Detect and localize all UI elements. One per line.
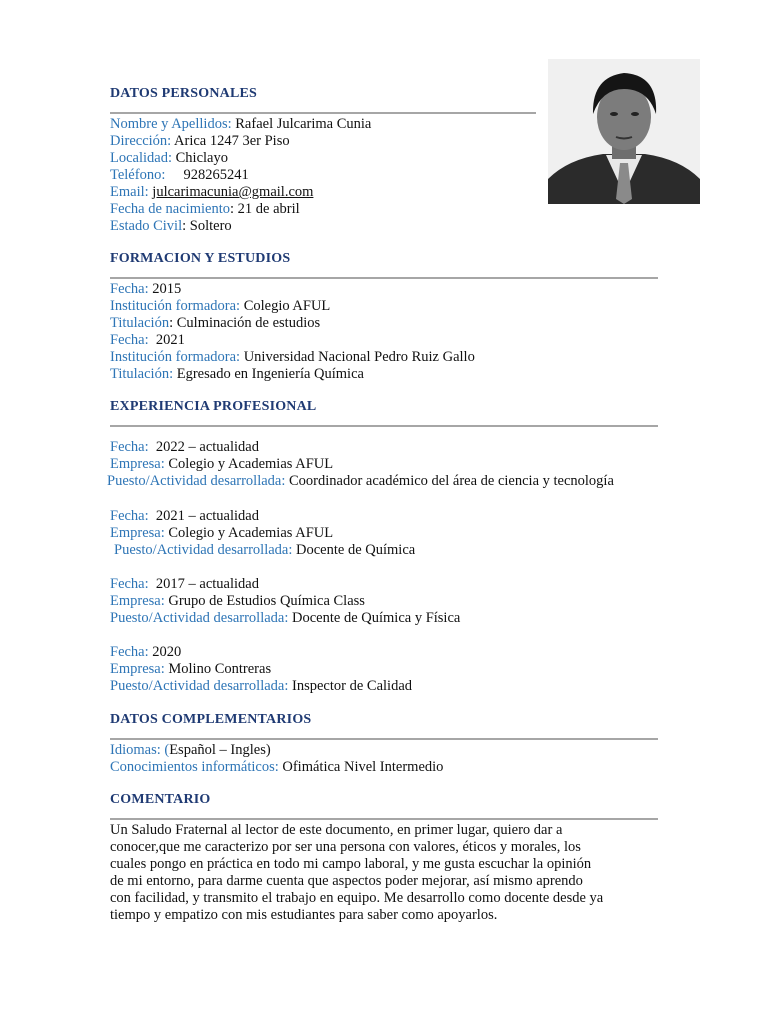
section-heading-education: FORMACION Y ESTUDIOS	[110, 251, 291, 266]
field-value: Colegio y Academias AFUL	[164, 456, 334, 472]
experience-date	[110, 508, 259, 525]
field-label: Institución formadora:	[110, 298, 241, 314]
field-label: Fecha:	[110, 644, 149, 660]
field-value: Docente de Química	[292, 542, 416, 558]
field-label: Teléfono:	[110, 167, 166, 183]
education-institution	[110, 298, 330, 315]
section-heading-personal: DATOS PERSONALES	[110, 86, 258, 101]
comment-paragraph	[110, 822, 650, 924]
education-degree	[110, 315, 320, 332]
email-link[interactable]: julcarimacunia@gmail.com	[152, 184, 314, 200]
field-value: Docente de Química y Física	[288, 610, 461, 626]
section-divider	[110, 425, 658, 427]
field-label: Puesto/Actividad desarrollada:	[110, 678, 289, 694]
section-heading-complementary: DATOS COMPLEMENTARIOS	[110, 712, 312, 727]
field-label: Empresa:	[110, 593, 165, 609]
field-value: : Soltero	[182, 218, 232, 234]
field-label: Puesto/Actividad desarrollada:	[110, 610, 289, 626]
field-value: Coordinador académico del área de ciencia y tecnología	[285, 473, 614, 489]
field-label: Idiomas: (	[110, 742, 170, 758]
comment-line: cuales pongo en práctica en todo mi campo laboral, y me gusta escuchar la opinión	[110, 856, 592, 872]
field-value: Ofimática Nivel Intermedio	[278, 759, 444, 775]
field-label: Dirección:	[110, 133, 172, 149]
field-label: Fecha:	[110, 281, 149, 297]
field-birthdate	[110, 201, 300, 218]
field-name	[110, 116, 371, 133]
field-label: Fecha:	[110, 576, 149, 592]
experience-role	[110, 678, 412, 695]
comment-line: Un Saludo Fraternal al lector de este documento, en primer lugar, quiero dar a	[110, 822, 563, 838]
field-label: Titulación	[110, 315, 170, 331]
field-address	[110, 133, 290, 150]
field-value: 2021	[148, 332, 185, 348]
field-computer-skills	[110, 759, 443, 776]
field-value: 2017 – actualidad	[148, 576, 259, 592]
experience-company	[110, 593, 365, 610]
field-civil-status	[110, 218, 232, 235]
experience-role	[107, 473, 614, 490]
field-value: Arica 1247 3er Piso	[171, 133, 290, 149]
field-label: Nombre y Apellidos:	[110, 116, 232, 132]
section-divider	[110, 738, 658, 740]
field-label: Empresa:	[110, 525, 165, 541]
field-value: 2022 – actualidad	[148, 439, 259, 455]
experience-company	[110, 661, 271, 678]
education-date	[110, 281, 181, 298]
field-label: Puesto/Actividad desarrollada:	[107, 473, 286, 489]
comment-line: conocer,que me caracterizo por ser una persona con valores, éticos y morales, los	[110, 839, 581, 855]
section-heading-comment: COMENTARIO	[110, 792, 211, 807]
field-value: : 21 de abril	[229, 201, 300, 217]
field-label: Fecha de nacimiento	[110, 201, 230, 217]
comment-line: tiempo y empatizo con mis estudiantes para saber como apoyarlos.	[110, 907, 498, 923]
education-degree	[110, 366, 364, 383]
experience-date	[110, 644, 181, 661]
field-label: Puesto/Actividad desarrollada:	[114, 542, 293, 558]
field-locality	[110, 150, 228, 167]
field-label: Fecha:	[110, 332, 149, 348]
portrait-image	[548, 59, 700, 204]
field-value: 928265241	[165, 167, 249, 183]
field-value: Grupo de Estudios Química Class	[164, 593, 365, 609]
field-value: Colegio AFUL	[240, 298, 331, 314]
field-label: Fecha:	[110, 508, 149, 524]
education-date	[110, 332, 185, 349]
section-heading-experience: EXPERIENCIA PROFESIONAL	[110, 399, 317, 414]
field-languages	[110, 742, 271, 759]
field-value: 2021 – actualidad	[148, 508, 259, 524]
field-value: 2015	[148, 281, 182, 297]
comment-line: de mi entorno, para darme cuenta que aspectos poder mejorar, así mismo aprendo	[110, 873, 583, 889]
experience-role	[110, 610, 460, 627]
field-label: Email:	[110, 184, 149, 200]
field-phone	[110, 167, 249, 184]
field-value: 2020	[148, 644, 182, 660]
experience-role	[114, 542, 415, 559]
field-label: Empresa:	[110, 661, 165, 677]
field-value: Colegio y Academias AFUL	[164, 525, 334, 541]
education-institution	[110, 349, 475, 366]
field-value: Egresado en Ingeniería Química	[173, 366, 364, 382]
section-divider	[110, 112, 536, 114]
profile-photo	[548, 59, 700, 204]
field-value: : Culminación de estudios	[169, 315, 321, 331]
field-value: Español – Ingles)	[169, 742, 271, 758]
experience-company	[110, 456, 333, 473]
field-label: Titulación:	[110, 366, 174, 382]
field-value: Inspector de Calidad	[288, 678, 413, 694]
field-value: Universidad Nacional Pedro Ruiz Gallo	[240, 349, 475, 365]
section-divider	[110, 277, 658, 279]
field-email	[110, 184, 313, 201]
field-label: Localidad:	[110, 150, 173, 166]
experience-date	[110, 576, 259, 593]
section-divider	[110, 818, 658, 820]
experience-date	[110, 439, 259, 456]
field-value: Molino Contreras	[164, 661, 272, 677]
field-label: Estado Civil	[110, 218, 183, 234]
field-label: Fecha:	[110, 439, 149, 455]
field-label: Empresa:	[110, 456, 165, 472]
field-label: Institución formadora:	[110, 349, 241, 365]
field-label: Conocimientos informáticos:	[110, 759, 279, 775]
field-value: Chiclayo	[172, 150, 228, 166]
experience-company	[110, 525, 333, 542]
comment-line: con facilidad, y transmito el trabajo en equipo. Me desarrollo como docente desde ya	[110, 890, 604, 906]
field-value: Rafael Julcarima Cunia	[231, 116, 372, 132]
